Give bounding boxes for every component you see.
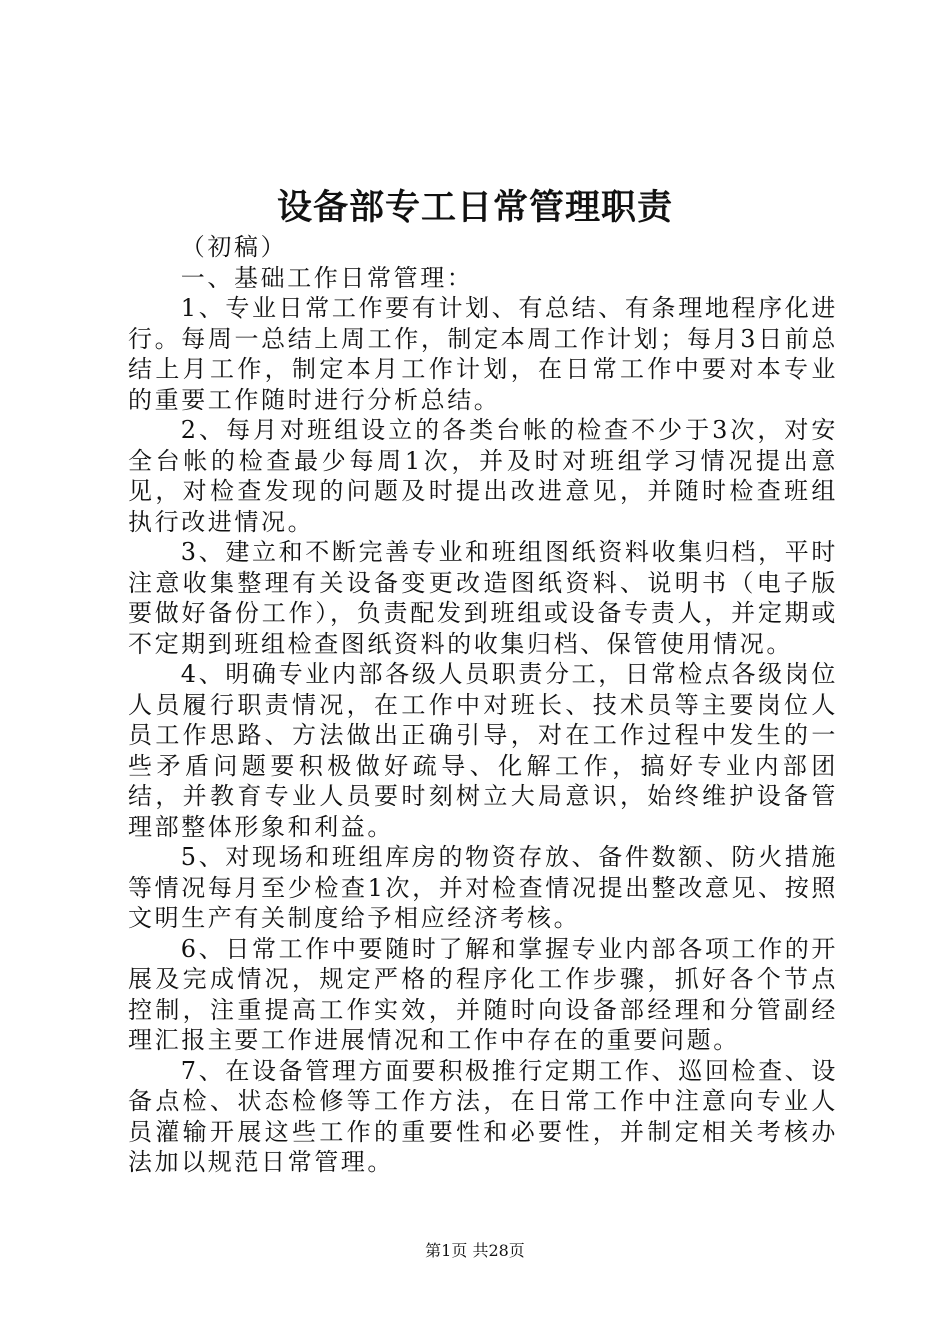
- paragraph-5: 5、对现场和班组库房的物资存放、备件数额、防火措施等情况每月至少检查1次，并对检查情况提出整改意见、按照文明生产有关制度给予相应经济考核。: [128, 843, 838, 932]
- paragraph-1: 1、专业日常工作要有计划、有总结、有条理地程序化进行。每周一总结上周工作，制定本周工作计划；每月3日前总结上月工作，制定本月工作计划，在日常工作中要对本专业的重要工作随时进行分析总结。: [128, 294, 838, 414]
- paragraph-3: 3、建立和不断完善专业和班组图纸资料收集归档，平时注意收集整理有关设备变更改造图纸资料、说明书（电子版要做好备份工作），负责配发到班组或设备专责人，并定期或不定期到班组检查图纸资料的收集归档、保管使用情况。: [128, 538, 838, 658]
- draft-note: （初稿）: [180, 233, 288, 261]
- page-footer: 第1页 共28页: [425, 1241, 525, 1260]
- section-heading: 一、基础工作日常管理：: [180, 263, 474, 292]
- paragraph-6: 6、日常工作中要随时了解和掌握专业内部各项工作的开展及完成情况，规定严格的程序化工作步骤，抓好各个节点控制，注重提高工作实效，并随时向设备部经理和分管副经理汇报主要工作进展情况和工作中存在的重要问题。: [128, 934, 838, 1054]
- document-body: [128, 232, 838, 1178]
- paragraph-4: 4、明确专业内部各级人员职责分工，日常检点各级岗位人员履行职责情况，在工作中对班长、技术员等主要岗位人员工作思路、方法做出正确引导，对在工作过程中发生的一些矛盾问题要积极做好疏导、化解工作，搞好专业内部团结，并教育专业人员要时刻树立大局意识，始终维护设备管理部整体形象和利益。: [128, 660, 838, 841]
- paragraph-7: 7、在设备管理方面要积极推行定期工作、巡回检查、设备点检、状态检修等工作方法，在日常工作中注意向专业人员灌输开展这些工作的重要性和必要性，并制定相关考核办法加以规范日常管理。: [128, 1056, 838, 1176]
- paragraph-2: 2、每月对班组设立的各类台帐的检查不少于3次，对安全台帐的检查最少每周1次，并及时对班组学习情况提出意见，对检查发现的问题及时提出改进意见，并随时检查班组执行改进情况。: [128, 416, 838, 536]
- document-title: 设备部专工日常管理职责: [276, 187, 673, 228]
